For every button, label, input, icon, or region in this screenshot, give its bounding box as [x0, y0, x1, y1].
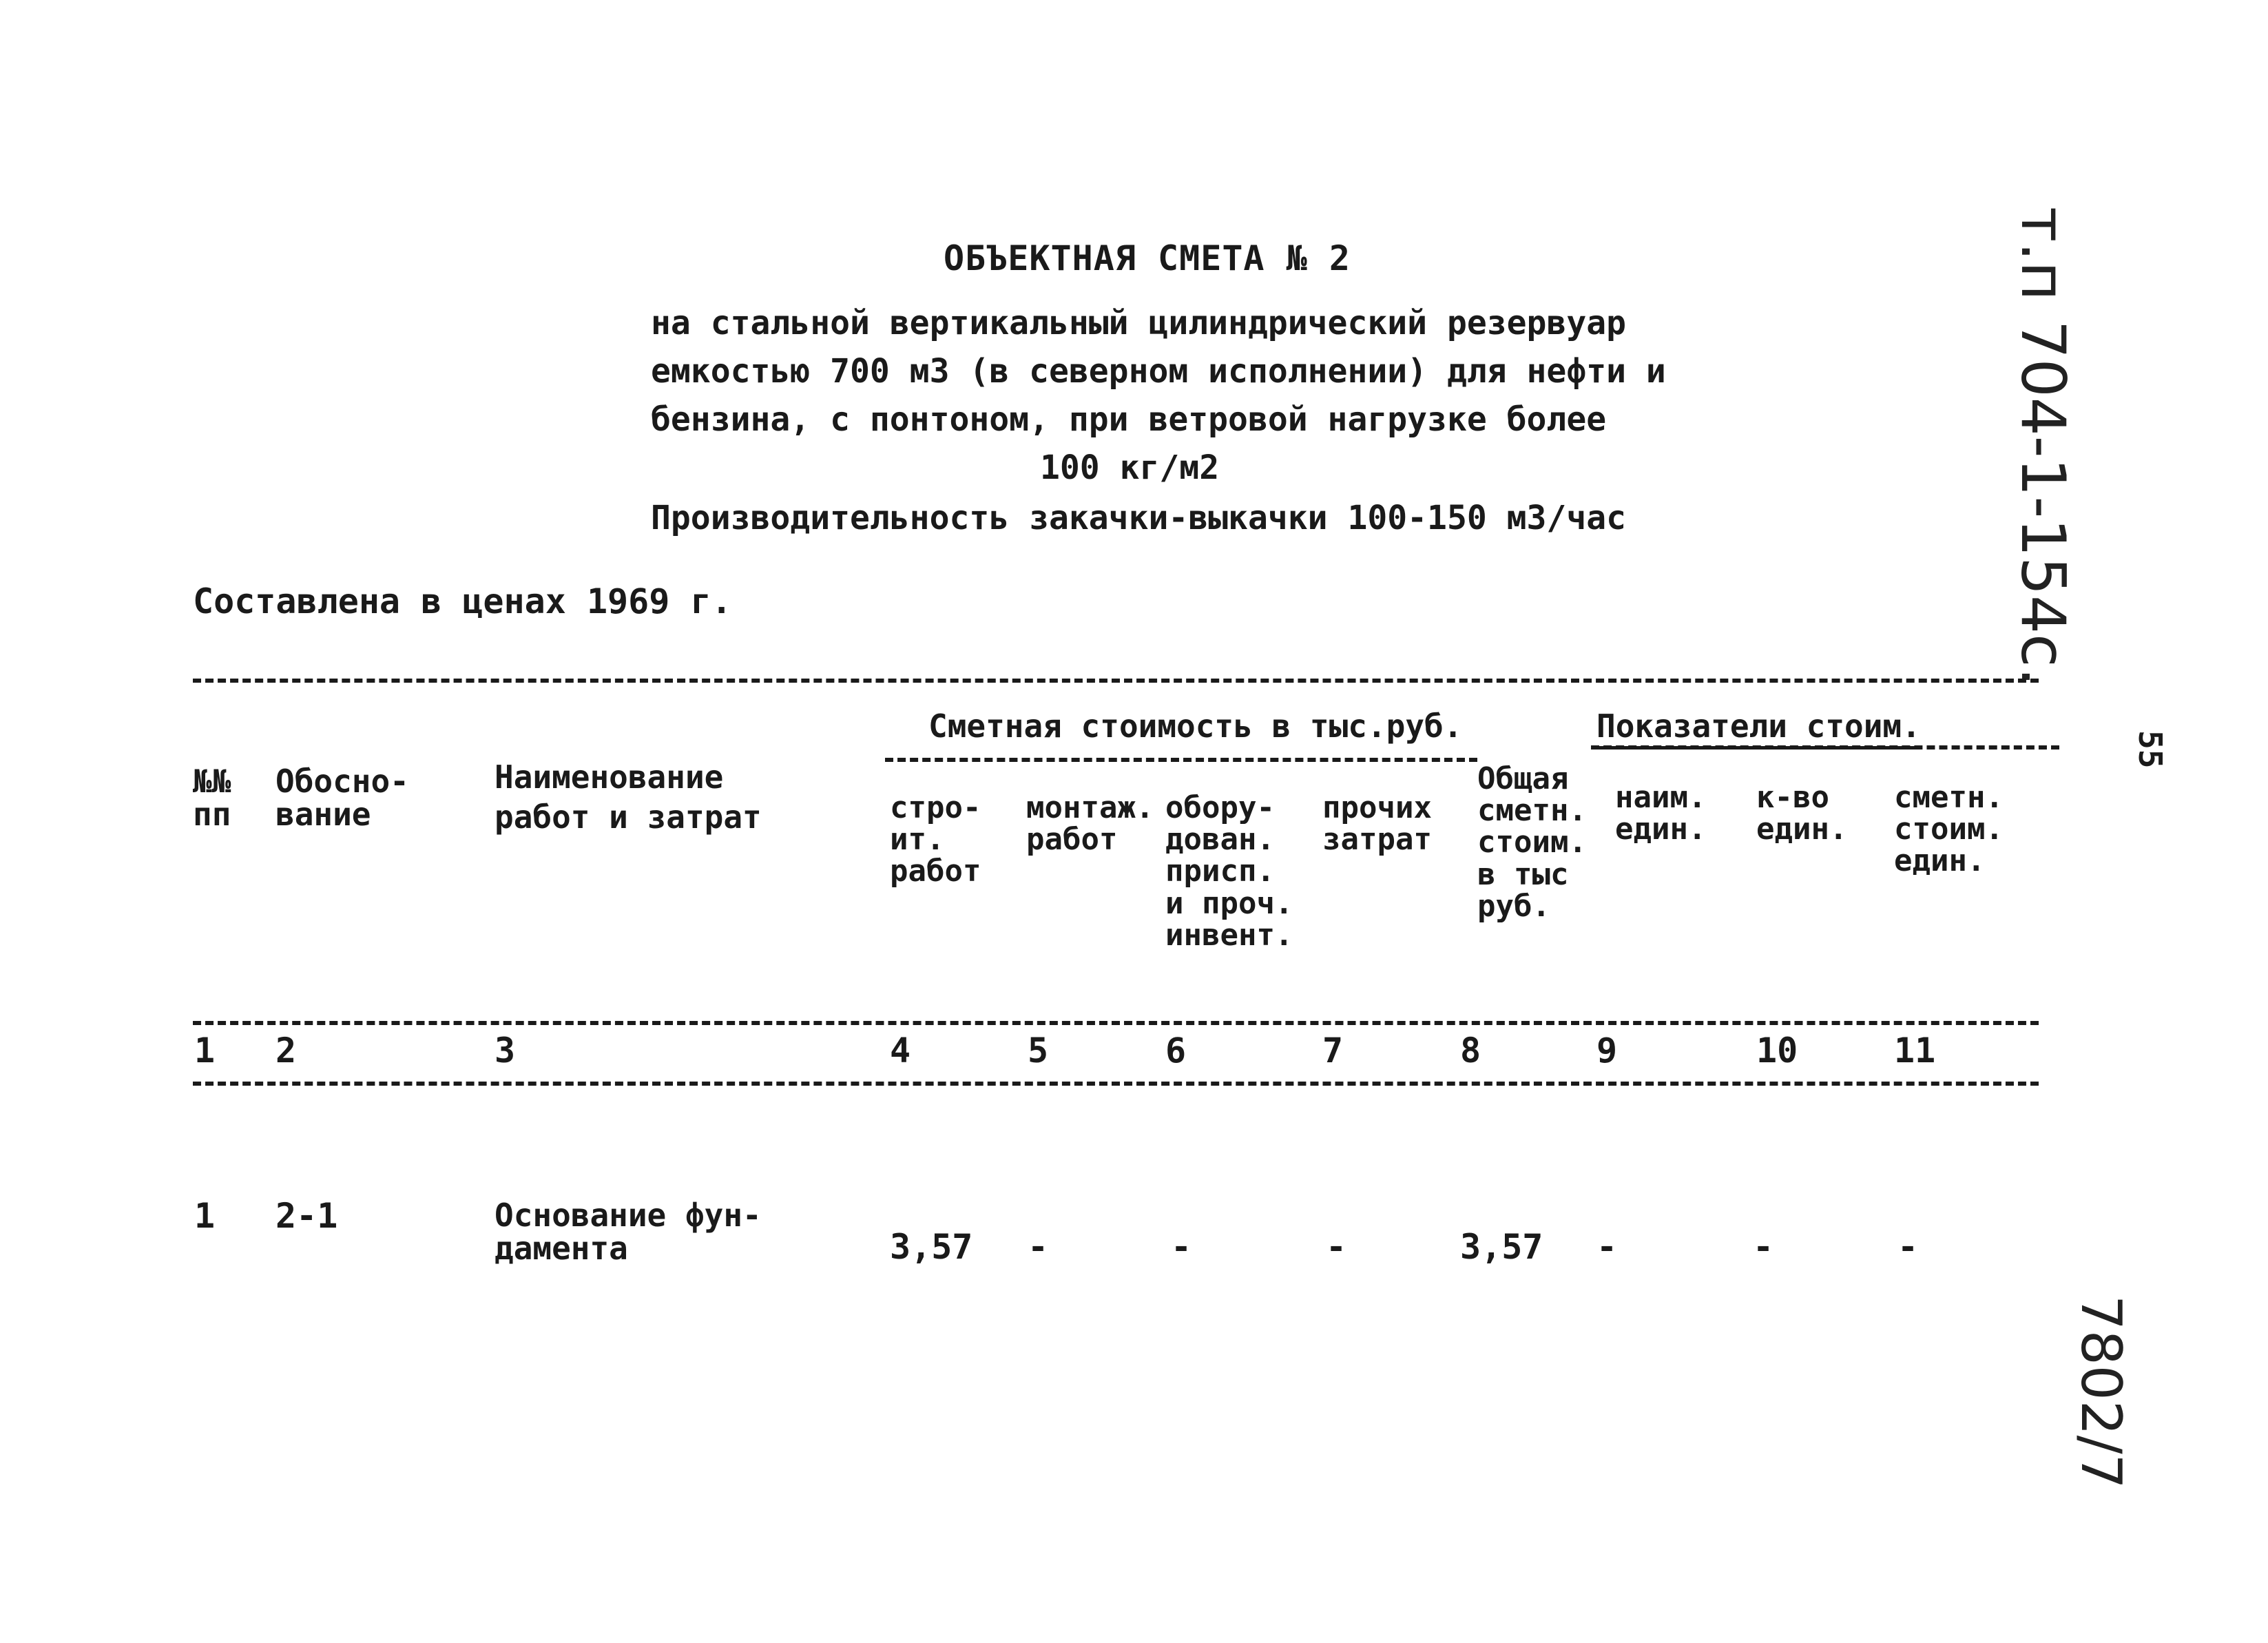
col-number-4: 4: [890, 1031, 911, 1071]
col-header-8: Общая сметн. стоим. в тыс руб.: [1477, 761, 1587, 924]
row-equipment-cost: -: [1171, 1227, 1192, 1267]
col-number-11: 11: [1894, 1031, 1936, 1071]
col-header-4: стро- ит. работ: [890, 790, 981, 889]
archive-number: 7802/7: [2069, 1295, 2133, 1489]
col-header-11: сметн. стоим. един.: [1894, 780, 2004, 879]
col-number-3: 3: [495, 1031, 516, 1071]
row-construction-cost: 3,57: [890, 1227, 973, 1267]
cost-group-rule: [885, 758, 1477, 762]
col-number-7: 7: [1322, 1031, 1344, 1071]
col-header-7: прочих затрат: [1322, 790, 1432, 858]
indicators-group-header: [1596, 707, 1921, 745]
cost-group-header: Сметная стоимость в тыс.руб.: [928, 707, 1463, 745]
row-justification: 2-1: [275, 1196, 338, 1236]
col-number-6: 6: [1165, 1031, 1187, 1071]
col-number-5: 5: [1028, 1031, 1049, 1071]
page-number: 55: [2132, 730, 2169, 769]
subtitle-line-5: Производительность закачки-выкачки 100-150 м3/час: [651, 499, 1627, 537]
row-total-cost: 3,57: [1460, 1227, 1543, 1267]
subtitle-line-2: емкостью 700 м3 (в северном исполнении) для нефти и: [651, 352, 1666, 391]
row-other-cost: -: [1326, 1227, 1347, 1267]
row-unit-cost: -: [1897, 1227, 1919, 1267]
prices-note: Составлена в ценах 1969 г.: [193, 581, 732, 621]
row-work-name: Основание фун- дамента: [495, 1197, 762, 1268]
row-installation-cost: -: [1028, 1227, 1049, 1267]
col-number-2: 2: [275, 1031, 297, 1071]
row-number: 1: [194, 1196, 216, 1236]
col-number-1: 1: [194, 1031, 216, 1071]
col-header-2: Обосно- вание: [275, 763, 409, 834]
col-number-10: 10: [1756, 1031, 1798, 1071]
col-header-1: №№ пп: [193, 763, 231, 834]
subtitle-line-3: бензина, с понтоном, при ветровой нагрузке более: [651, 400, 1607, 439]
subtitle-line-1: на стальной вертикальный цилиндрический резервуар: [651, 304, 1627, 342]
col-header-10: к-во един.: [1756, 780, 1848, 847]
col-header-6: обору- дован. присп. и проч. инвент.: [1165, 790, 1293, 953]
indicators-group-header-text: Показатели стоим.: [1596, 707, 1921, 750]
project-code: т.п 704-1-154с.: [2008, 207, 2079, 687]
row-unit-name: -: [1596, 1227, 1618, 1267]
col-header-5: монтаж. работ: [1026, 790, 1154, 858]
col-header-3: Наименование работ и затрат: [495, 758, 762, 836]
document-title: ОБЪЕКТНАЯ СМЕТА № 2: [944, 238, 1351, 278]
col-number-9: 9: [1596, 1031, 1618, 1071]
subtitle-line-4: 100 кг/м2: [1040, 448, 1220, 487]
column-numbers-top-rule: [193, 1021, 2039, 1025]
col-number-8: 8: [1460, 1031, 1481, 1071]
table-top-rule: [193, 679, 2039, 683]
col-header-9: наим. един.: [1615, 780, 1707, 847]
row-unit-count: -: [1753, 1227, 1774, 1267]
column-numbers-bottom-rule: [193, 1082, 2039, 1086]
